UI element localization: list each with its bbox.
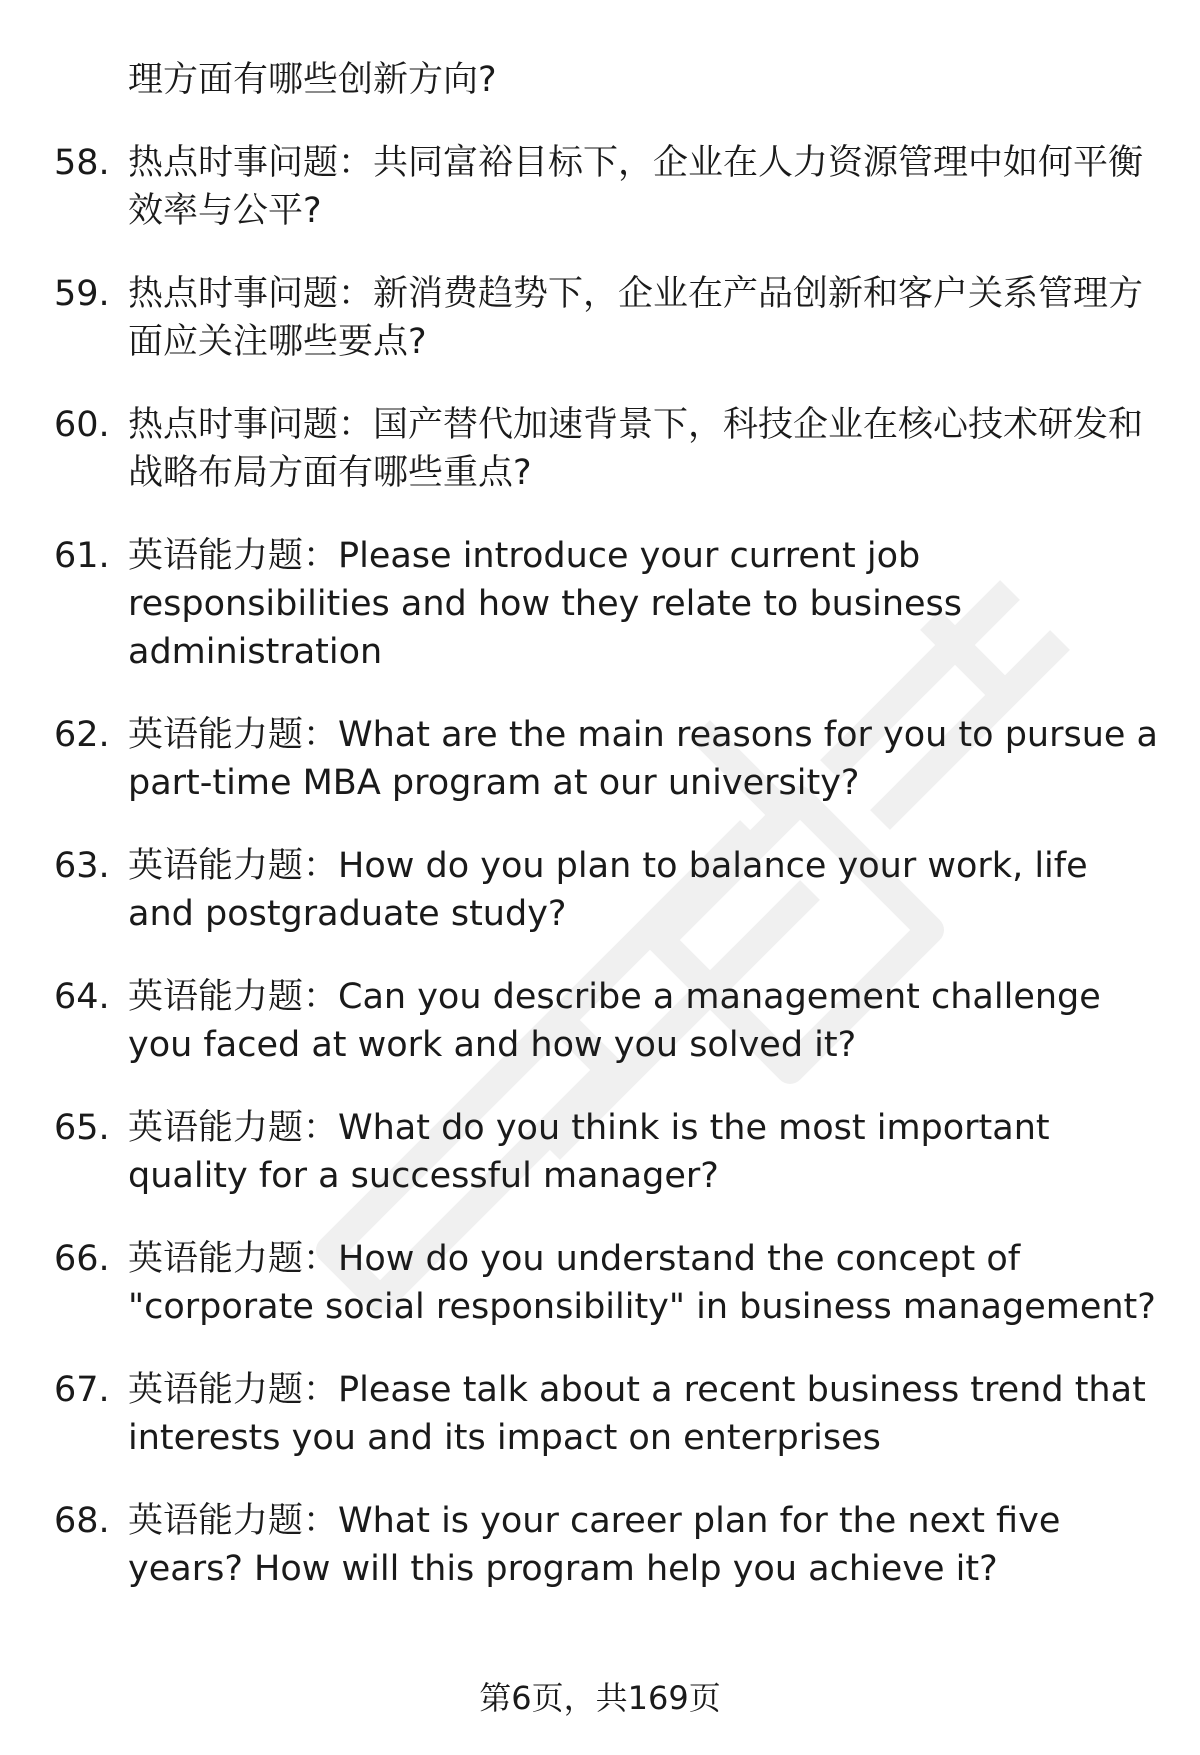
- item-number: 58.: [54, 143, 110, 183]
- item-text: 英语能力题：How do you plan to balance your work, life and postgraduate study?: [128, 846, 1088, 934]
- item-text: 英语能力题：How do you understand the concept of "corporate social responsibility" in business management?: [128, 1239, 1156, 1327]
- list-item: [54, 1104, 1164, 1200]
- page-footer: 第6页，共169页: [479, 1679, 721, 1717]
- list-item: [54, 532, 1164, 676]
- item-text: 英语能力题：Please introduce your current job responsibilities and how they relate to business administration: [128, 536, 963, 672]
- list-item: [54, 139, 1164, 235]
- item-text: 英语能力题：What do you think is the most important quality for a successful manager?: [128, 1108, 1050, 1196]
- list-item-continuation: [54, 56, 1164, 104]
- list-item: [54, 973, 1164, 1069]
- list-item: [54, 1497, 1164, 1593]
- item-number: 61.: [54, 536, 110, 576]
- item-text: 英语能力题：What are the main reasons for you to pursue a part-time MBA program at our university?: [128, 715, 1159, 803]
- list-item: [54, 401, 1164, 497]
- item-text: 热点时事问题：共同富裕目标下，企业在人力资源管理中如何平衡效率与公平?: [128, 143, 1144, 231]
- item-number: 60.: [54, 405, 110, 445]
- item-number: 65.: [54, 1108, 110, 1148]
- question-list: [54, 56, 1164, 1628]
- item-text: 热点时事问题：国产替代加速背景下，科技企业在核心技术研发和战略布局方面有哪些重点?: [128, 405, 1144, 493]
- item-number: 68.: [54, 1501, 110, 1541]
- item-text: 英语能力题：Please talk about a recent business trend that interests you and its impact on enterprises: [128, 1370, 1146, 1458]
- item-number: 59.: [54, 274, 110, 314]
- list-item: [54, 842, 1164, 938]
- list-item: [54, 270, 1164, 366]
- item-number: 67.: [54, 1370, 110, 1410]
- list-item: [54, 711, 1164, 807]
- item-number: 64.: [54, 977, 110, 1017]
- item-number: 63.: [54, 846, 110, 886]
- item-number: 66.: [54, 1239, 110, 1279]
- item-number: 62.: [54, 715, 110, 755]
- list-item: [54, 1235, 1164, 1331]
- item-text: 理方面有哪些创新方向?: [128, 60, 497, 100]
- item-text: 英语能力题：What is your career plan for the next five years? How will this program help you achieve it?: [128, 1501, 1061, 1589]
- list-item: [54, 1366, 1164, 1462]
- item-text: 英语能力题：Can you describe a management challenge you faced at work and how you solved it?: [128, 977, 1101, 1065]
- item-text: 热点时事问题：新消费趋势下，企业在产品创新和客户关系管理方面应关注哪些要点?: [128, 274, 1144, 362]
